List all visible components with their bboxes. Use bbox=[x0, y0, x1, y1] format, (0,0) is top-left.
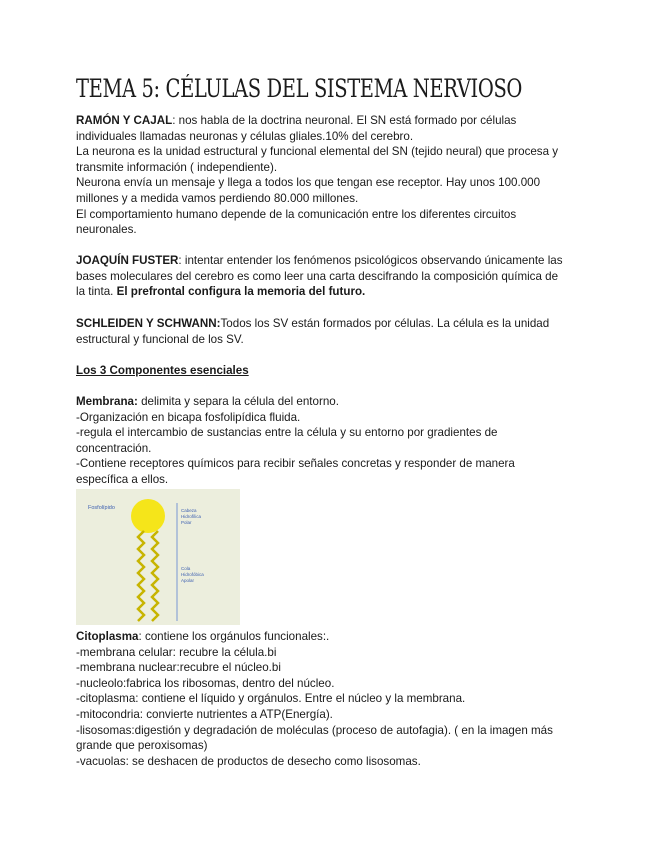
cajal-section bbox=[76, 113, 576, 238]
fuster-line: la tinta. bbox=[76, 285, 117, 299]
membrana-label: Membrana: bbox=[76, 395, 138, 408]
polar-head bbox=[131, 499, 165, 533]
tail-label: Apolar bbox=[181, 578, 195, 583]
membrana-section bbox=[76, 394, 576, 488]
cajal-line: neuronales. bbox=[76, 223, 137, 237]
cajal-line: transmite información ( independiente). bbox=[76, 160, 278, 174]
citoplasma-line: -membrana nuclear:recubre el núcleo.bi bbox=[76, 661, 281, 675]
page-title: TEMA 5: CÉLULAS DEL SISTEMA NERVIOSO bbox=[76, 74, 523, 103]
head-label: Polar bbox=[181, 520, 192, 525]
citoplasma-line: -nucleolo:fabrica los ribosomas, dentro del núcleo. bbox=[76, 676, 335, 690]
membrana-line: específica a ellos. bbox=[76, 472, 169, 486]
cajal-line: individuales llamadas neuronas y células gliales.10% del cerebro. bbox=[76, 129, 414, 143]
schleiden-section bbox=[76, 316, 576, 347]
membrana-line: delimita y separa la célula del entorno. bbox=[137, 395, 339, 408]
citoplasma-line: -lisosomas:digestión y degradación de moléculas (proceso de autofagia). ( en la imagen más bbox=[76, 723, 553, 737]
citoplasma-line: : contiene los orgánulos funcionales:. bbox=[138, 630, 330, 643]
schleiden-line: estructural y funcional de los SV. bbox=[76, 332, 244, 346]
cajal-line: El comportamiento humano depende de la comunicación entre los diferentes circuitos bbox=[76, 207, 517, 221]
components-heading: Los 3 Componentes esenciales bbox=[76, 364, 249, 377]
citoplasma-line: -membrana celular: recubre la célula.bi bbox=[76, 645, 277, 659]
head-label: Hidrofílica bbox=[181, 514, 202, 519]
citoplasma-line: -mitocondria: convierte nutrientes a ATP(Energía). bbox=[76, 707, 333, 721]
citoplasma-label: Citoplasma bbox=[76, 630, 139, 643]
membrana-line: -regula el intercambio de sustancias entre la célula y su entorno por gradientes de bbox=[76, 426, 498, 440]
citoplasma-section bbox=[76, 629, 576, 769]
fuster-bold-statement: El prefrontal configura la memoria del futuro. bbox=[116, 285, 366, 299]
citoplasma-line: grande que peroxisomas) bbox=[76, 739, 208, 753]
cajal-line: Neurona envía un mensaje y llega a todos los que tengan ese receptor. Hay unos 100.000 bbox=[76, 176, 541, 190]
fuster-section bbox=[76, 253, 576, 300]
cajal-line: : nos habla de la doctrina neuronal. El SN está formado por células bbox=[172, 114, 517, 127]
components-section bbox=[76, 363, 576, 379]
phospholipid-figure bbox=[76, 489, 240, 625]
membrana-line: -Organización en bicapa fosfolipídica fluida. bbox=[76, 410, 301, 424]
cajal-line: millones y a medida vamos perdiendo 80.000 millones. bbox=[76, 191, 359, 205]
phospholipid-diagram bbox=[76, 489, 240, 625]
fuster-line: : intentar entender los fenómenos psicológicos observando únicamente las bbox=[178, 254, 563, 267]
fuster-label: JOAQUÍN FUSTER bbox=[76, 254, 179, 267]
membrana-line: concentración. bbox=[76, 441, 152, 455]
schleiden-label: SCHLEIDEN Y SCHWANN: bbox=[76, 317, 221, 330]
head-label: Cabeza bbox=[181, 508, 197, 513]
citoplasma-line: -vacuolas: se deshacen de productos de desecho como lisosomas. bbox=[76, 754, 421, 768]
phospholipid-label: Fosfolípido bbox=[88, 505, 115, 511]
fuster-line: bases moleculares del cerebro es como leer una carta descifrando la composición química de bbox=[76, 269, 559, 283]
tail-label: Cola bbox=[181, 566, 191, 571]
tail-label: Hidrofóbica bbox=[181, 572, 204, 577]
citoplasma-line: -citoplasma: contiene el líquido y orgánulos. Entre el núcleo y la membrana. bbox=[76, 692, 466, 706]
schleiden-line: Todos los SV están formados por células. La célula es la unidad bbox=[220, 317, 550, 330]
cajal-line: La neurona es la unidad estructural y funcional elemental del SN (tejido neural) que procesa y bbox=[76, 145, 559, 159]
cajal-label: RAMÓN Y CAJAL bbox=[76, 114, 173, 127]
membrana-line: -Contiene receptores químicos para recibir señales concretas y responder de manera bbox=[76, 457, 515, 471]
